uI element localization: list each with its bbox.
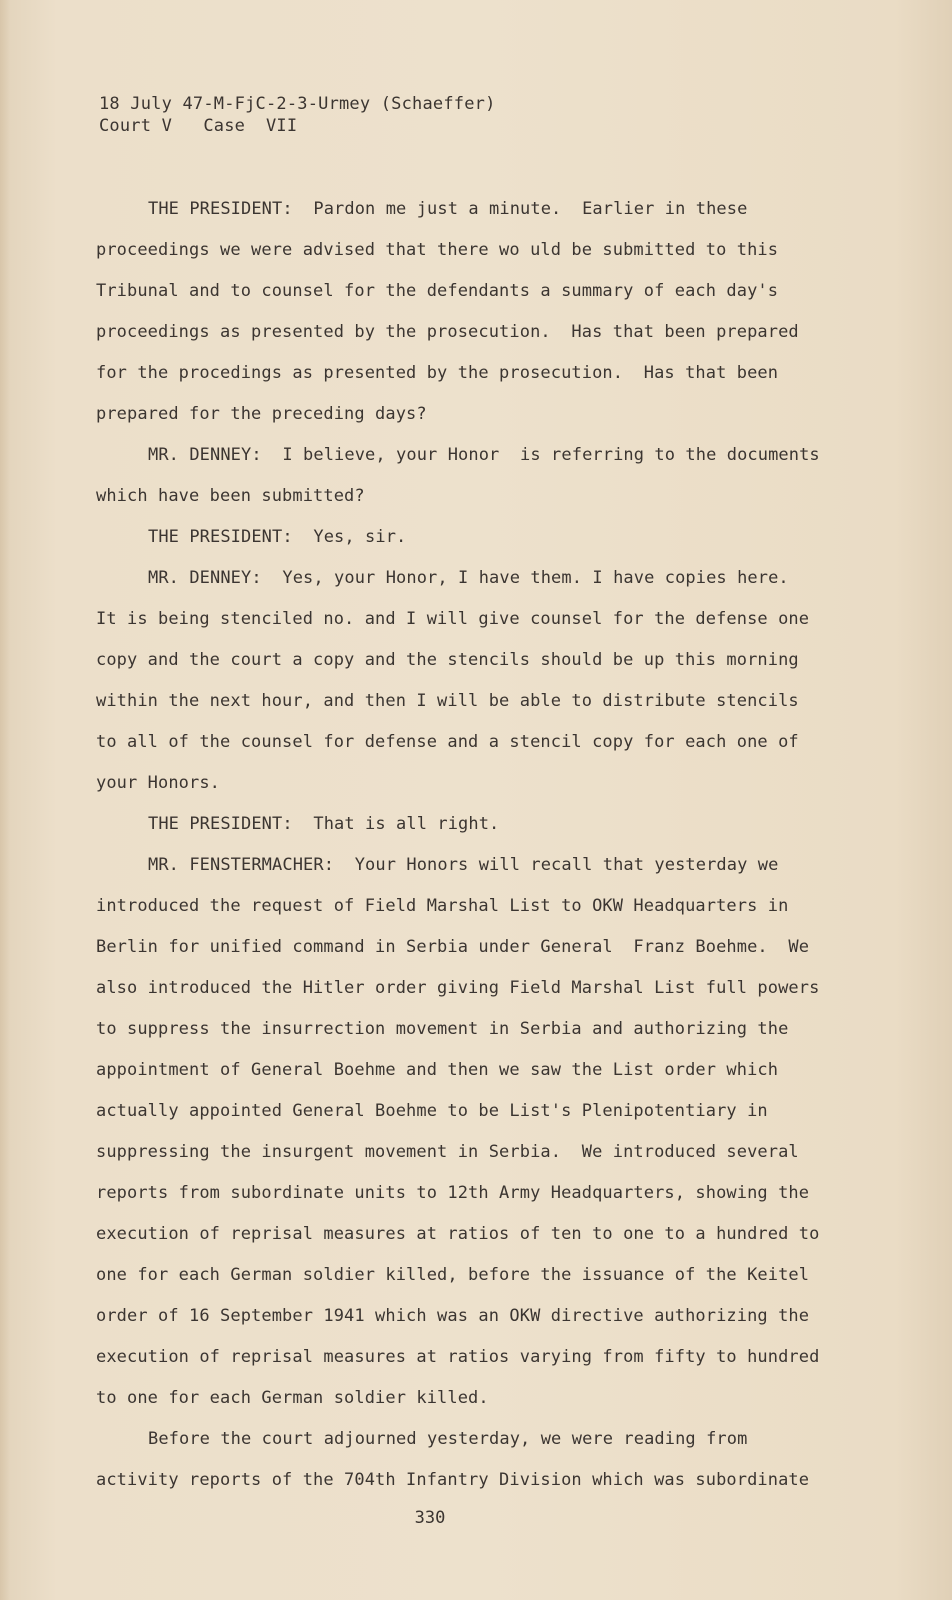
document-header [99,93,496,137]
header-line-1: 18 July 47-M-FjC-2-3-Urmey (Schaeffer) [99,94,496,114]
transcript-line: copy and the court a copy and the stencils should be up this morning [96,650,799,670]
transcript-line: to suppress the insurrection movement in Serbia and authorizing the [96,1019,789,1039]
transcript-line: your Honors. [96,773,221,793]
page-number: 330 [414,1508,446,1528]
transcript-line: Berlin for unified command in Serbia under General Franz Boehme. We [96,937,810,957]
transcript-line: reports from subordinate units to 12th Army Headquarters, showing the [96,1183,810,1203]
transcript-line: Before the court adjourned yesterday, we were reading from [148,1429,748,1449]
transcript-line: execution of reprisal measures at ratios varying from fifty to hundred [96,1347,820,1367]
transcript-line: prepared for the preceding days? [96,404,427,424]
transcript-line: introduced the request of Field Marshal List to OKW Headquarters in [96,896,789,916]
transcript-line: actually appointed General Boehme to be List's Plenipotentiary in [96,1101,768,1121]
transcript-line: THE PRESIDENT: Yes, sir. [148,527,407,547]
transcript-line: within the next hour, and then I will be able to distribute stencils [96,691,799,711]
transcript-line: order of 16 September 1941 which was an OKW directive authorizing the [96,1306,810,1326]
transcript-line: activity reports of the 704th Infantry Division which was subordinate [96,1470,810,1490]
transcript-line: execution of reprisal measures at ratios of ten to one to a hundred to [96,1224,820,1244]
transcript-line: It is being stenciled no. and I will give counsel for the defense one [96,609,810,629]
transcript-line: MR. FENSTERMACHER: Your Honors will recall that yesterday we [148,855,779,875]
transcript-line: suppressing the insurgent movement in Serbia. We introduced several [96,1142,799,1162]
transcript-line: also introduced the Hitler order giving Field Marshal List full powers [96,978,820,998]
transcript-line: to all of the counsel for defense and a stencil copy for each one of [96,732,799,752]
transcript-line: MR. DENNEY: Yes, your Honor, I have them. I have copies here. [148,568,789,588]
transcript-line: THE PRESIDENT: Pardon me just a minute. Earlier in these [148,199,748,219]
transcript-line: Tribunal and to counsel for the defendants a summary of each day's [96,281,779,301]
transcript-line: which have been submitted? [96,486,365,506]
transcript-line: THE PRESIDENT: That is all right. [148,814,500,834]
transcript-line: proceedings as presented by the prosecution. Has that been prepared [96,322,799,342]
transcript-line: one for each German soldier killed, before the issuance of the Keitel [96,1265,810,1285]
transcript-line: proceedings we were advised that there wo uld be submitted to this [96,240,779,260]
transcript-line: for the procedings as presented by the prosecution. Has that been [96,363,779,383]
transcript-line: to one for each German soldier killed. [96,1388,489,1408]
transcript-line: appointment of General Boehme and then we saw the List order which [96,1060,779,1080]
transcript-line: MR. DENNEY: I believe, your Honor is referring to the documents [148,445,820,465]
header-line-2: Court V Case VII [99,116,298,136]
transcript-body [96,189,820,1501]
